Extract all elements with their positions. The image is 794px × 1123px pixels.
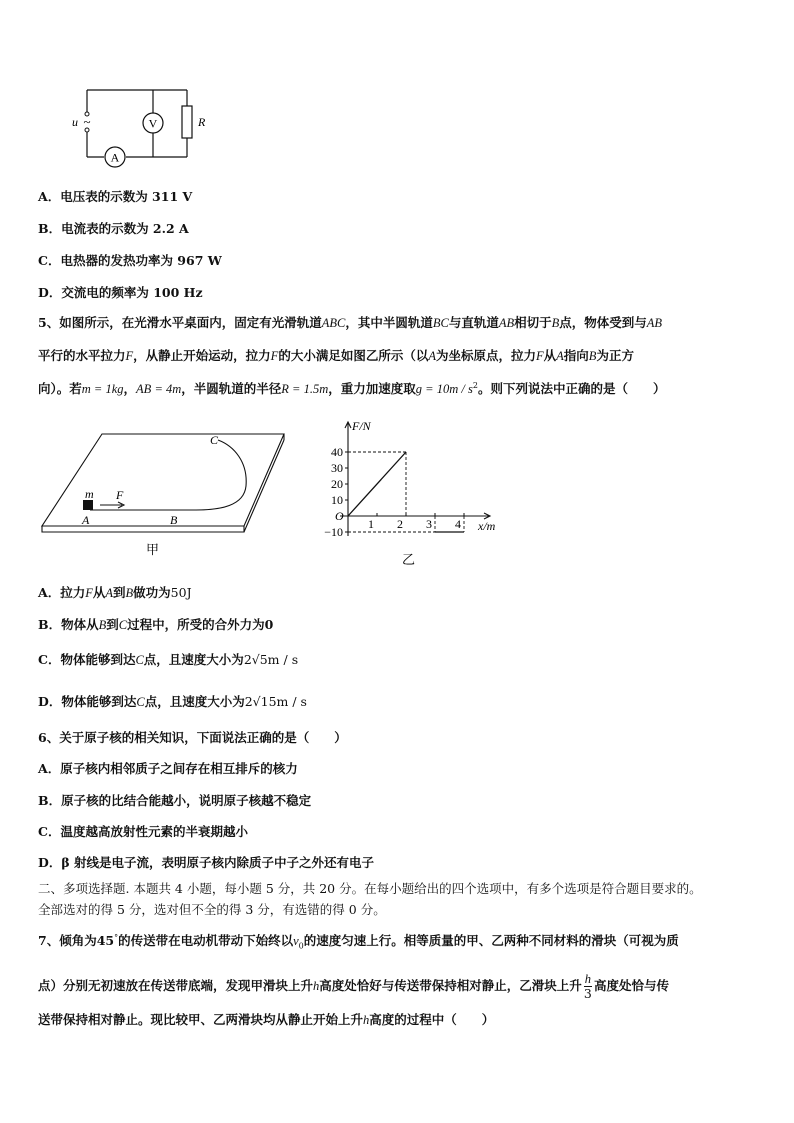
svg-text:V: V [148, 116, 158, 131]
q4-option-b: B．电流表的示数为 2.2 A [38, 221, 189, 236]
q7-stem-line2: 点）分别无初速放在传送带底端，发现甲滑块上升h高度处恰好与传送带保持相对静止，乙滑块上升 $\frac{h}{3}$ 高度处恰与传 [38, 972, 670, 1001]
y-tick-label: 10 [331, 493, 343, 507]
x-tick-label: 2 [397, 517, 403, 531]
q5-option-d: D．物体能够到达C点，且速度大小为2√15m / s [38, 694, 307, 709]
q4-option-a: A．电压表的示数为 311 V [38, 189, 193, 204]
q6-option-d: D．β 射线是电子流，表明原子核内除质子中子之外还有电子 [38, 855, 374, 870]
q7-stem-line3: 送带保持相对静止。现比较甲、乙两滑块均从静止开始上升h高度的过程中（ ） [38, 1012, 495, 1027]
x-tick-label: 1 [368, 517, 374, 531]
ammeter-symbol [105, 147, 125, 167]
section2-line2: 全部选对的得 5 分，选对但不全的得 3 分，有选错的得 0 分。 [38, 902, 386, 917]
q7-stem-line1: 7、倾角为45°的传送带在电动机带动下始终以$v_0$的速度匀速上行。相等质量的甲、乙两种不同材料的滑块（可视为质 [38, 932, 679, 951]
ac-source-symbol: ~ [83, 114, 91, 129]
y-tick-label: 30 [331, 461, 343, 475]
fraction-h-over-3: $\frac{h}{3}$ [583, 972, 592, 1001]
caption-jia: 甲 [146, 542, 160, 557]
label-m: m [85, 487, 94, 501]
x-axis-label: x/m [478, 519, 496, 533]
q4-option-d: D．交流电的频率为 100 Hz [38, 285, 203, 300]
y-tick-label: −10 [324, 525, 343, 539]
label-A: A [82, 513, 90, 527]
q6-option-b: B．原子核的比结合能越小，说明原子核越不稳定 [38, 793, 312, 808]
q5-option-a: A．拉力F从A到B做功为50J [38, 585, 192, 600]
resistor-label: R [198, 115, 206, 129]
voltage-label: u [72, 115, 78, 129]
q5-option-b: B．物体从B到C过程中，所受的合外力为0 [38, 617, 274, 632]
q4-option-c: C．电热器的发热功率为 967 W [38, 253, 222, 268]
svg-text:A: A [110, 150, 120, 165]
block-m [83, 500, 93, 510]
q6-option-a: A．原子核内相邻质子之间存在相互排斥的核力 [38, 761, 298, 776]
x-tick-label: 3 [426, 517, 432, 531]
q5-stem-line1: 5、如图所示，在光滑水平桌面内，固定有光滑轨道ABC，其中半圆轨道BC与直轨道AB相切于B点，物体受到与AB [38, 315, 663, 330]
x-tick-label: 4 [455, 517, 461, 531]
q5-option-c: C．物体能够到达C点，且速度大小为2√5m / s [38, 652, 299, 667]
caption-yi: 乙 [402, 552, 416, 567]
label-F: F [116, 488, 124, 502]
y-tick-label: 20 [331, 477, 343, 491]
y-tick-label: 40 [331, 445, 343, 459]
q5-stem-line3: 向）。若m = 1kg，AB = 4m，半圆轨道的半径R = 1.5m，重力加速度取$g = 10m / s^2$。则下列说法中正确的是（ ） [38, 380, 666, 396]
circuit-diagram [60, 82, 220, 168]
q6-stem: 6、关于原子核的相关知识，下面说法正确的是（ ） [38, 730, 347, 745]
q5-stem-line2: 平行的水平拉力F，从静止开始运动，拉力F的大小满足如图乙所示（以A为坐标原点，拉力F从A指向B为正方 [38, 348, 634, 363]
section2-line1: 二、多项选择题. 本题共 4 小题，每小题 5 分，共 20 分。在每小题给出的四个选项中，有多个选项是符合题目要求的。 [38, 881, 702, 896]
label-C: C [210, 433, 219, 447]
force-segment-0 [348, 452, 406, 516]
y-axis-label: F/N [352, 420, 371, 433]
figure-jia-track [38, 428, 298, 568]
figure-yi-fx-graph [318, 420, 508, 568]
voltmeter-symbol [143, 113, 163, 133]
label-B: B [170, 513, 178, 527]
q6-option-c: C．温度越高放射性元素的半衰期越小 [38, 824, 248, 839]
origin-label: O [335, 509, 344, 523]
